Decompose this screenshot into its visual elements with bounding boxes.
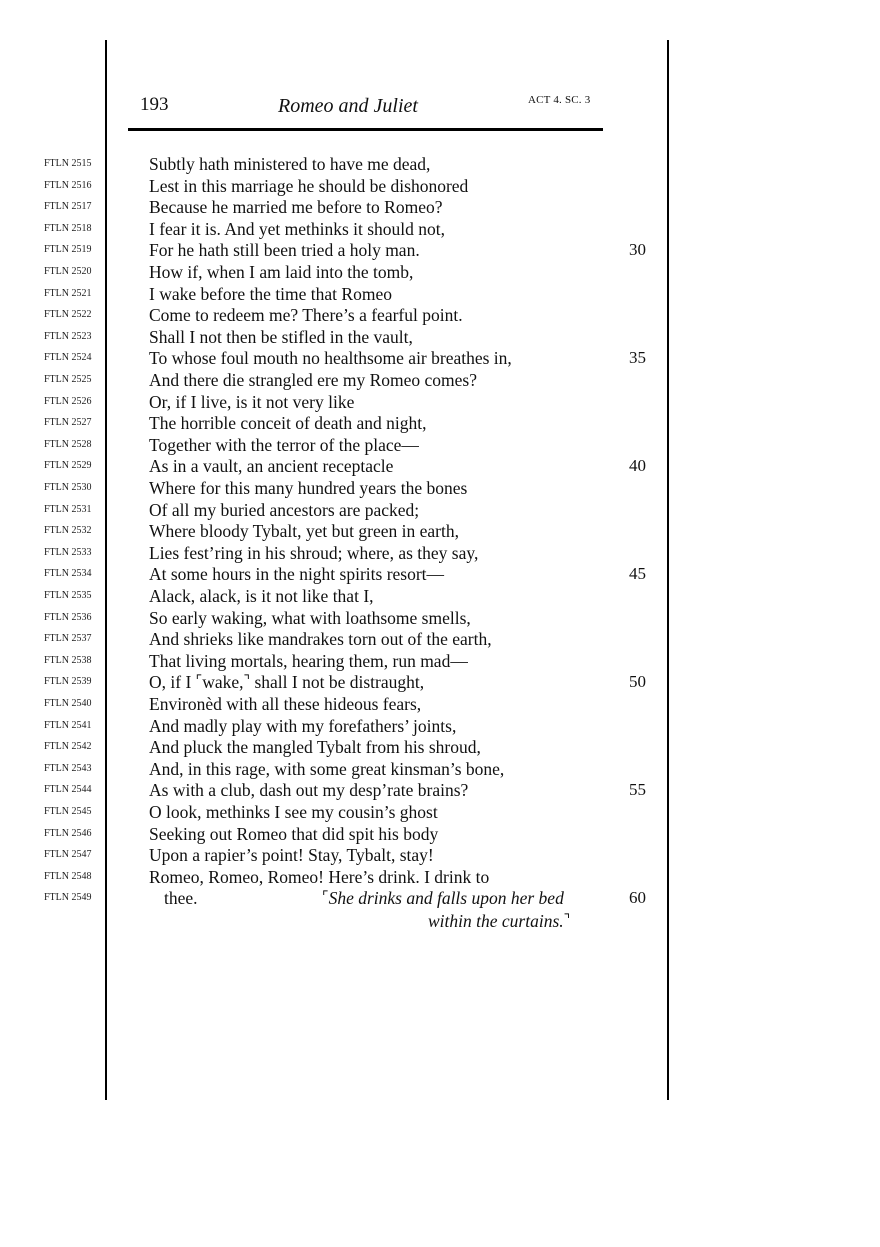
ftln-number: FTLN 2526 [44,395,92,407]
ftln-number: FTLN 2537 [44,633,92,645]
ftln-number: FTLN 2525 [44,374,92,385]
verse-text: Of all my buried ancestors are packed; [149,499,420,520]
ftln-number: FTLN 2536 [44,611,92,623]
stage-direction-line-2 [428,911,570,932]
verse-line [0,284,880,305]
verse-text: As in a vault, an ancient receptacle [149,456,394,477]
verse-line [0,651,880,672]
verse-line [0,240,880,261]
ftln-number: FTLN 2539 [44,676,92,688]
ftln-number: FTLN 2541 [44,719,92,731]
verse-text: And madly play with my forefathers’ joints, [149,715,457,736]
page-number: 193 [140,94,169,115]
verse-line [0,219,880,240]
verse-line [0,694,880,715]
verse-line [0,154,880,175]
ftln-number: FTLN 2516 [44,179,92,191]
verse-line [0,629,880,650]
verse-text-after: shall I not be distraught, [250,672,425,693]
verse-line [0,824,880,845]
verse-line [0,327,880,348]
editorial-bracket-open: ⌜ [195,674,203,690]
ftln-number: FTLN 2518 [44,222,92,234]
verse-text: Romeo, Romeo, Romeo! Here’s drink. I drink to [149,866,490,887]
editorial-bracket-close: ⌝ [243,674,251,690]
line-number: 60 [629,888,646,908]
verse-line [0,564,880,585]
line-number: 40 [629,456,646,476]
ftln-number: FTLN 2523 [44,330,92,342]
verse-text [149,672,424,693]
verse-text: Where for this many hundred years the bones [149,478,468,498]
ftln-number: FTLN 2521 [44,287,92,299]
verse-text: And there die strangled ere my Romeo comes? [149,370,478,390]
ftln-number: FTLN 2530 [44,482,92,493]
stage-bracket-open: ⌜ [322,890,329,906]
verse-line [0,262,880,283]
verse-line [0,672,880,693]
verse-text: Where bloody Tybalt, yet but green in earth, [149,521,459,542]
running-title: Romeo and Juliet [278,95,418,117]
verse-line [0,392,880,413]
verse-line [0,305,880,326]
verse-text: For he hath still been tried a holy man. [149,240,420,261]
ftln-number: FTLN 2515 [44,158,92,169]
verse-line [0,370,880,391]
verse-line [0,176,880,197]
verse-text: Come to redeem me? There’s a fearful point. [149,305,463,326]
verse-text: Seeking out Romeo that did spit his body [149,823,439,844]
verse-text: Because he married me before to Romeo? [149,197,443,218]
ftln-number: FTLN 2533 [44,546,92,558]
verse-text: And pluck the mangled Tybalt from his shroud, [149,737,481,758]
verse-text: Lies fest’ring in his shroud; where, as they say, [149,542,479,563]
ftln-number: FTLN 2528 [44,438,92,450]
verse-text: Lest in this marriage he should be dishonored [149,175,469,196]
verse-text: Subtly hath ministered to have me dead, [149,154,431,174]
verse-text: And shrieks like mandrakes torn out of the earth, [149,629,492,650]
ftln-number: FTLN 2544 [44,784,92,796]
verse-line [0,521,880,542]
stage-bracket-close: ⌝ [563,913,571,928]
verse-text: I wake before the time that Romeo [149,283,392,304]
ftln-number: FTLN 2527 [44,417,92,429]
verse-text: That living mortals, hearing them, run mad— [149,650,468,671]
verse-line [0,759,880,780]
verse-line [0,586,880,607]
ftln-number: FTLN 2540 [44,698,92,709]
verse-text: Or, if I live, is it not very like [149,391,355,412]
stage-direction-text-1: She drinks and falls upon her bed [328,888,564,909]
verse-line [0,500,880,521]
ftln-number: FTLN 2517 [44,201,92,213]
verse-line [0,737,880,758]
verse-line [0,608,880,629]
ftln-number: FTLN 2534 [44,568,92,580]
ftln-number: FTLN 2542 [44,741,92,753]
verse-text: How if, when I am laid into the tomb, [149,262,414,282]
verse-text: Together with the terror of the place— [149,434,419,455]
ftln-number: FTLN 2547 [44,849,92,861]
verse-line [0,845,880,866]
ftln-number: FTLN 2546 [44,827,92,839]
act-scene-label: ACT 4. SC. 3 [528,94,591,106]
verse-text: As with a club, dash out my desp’rate brains? [149,780,469,801]
verse-line [0,456,880,477]
ftln-number: FTLN 2522 [44,309,92,321]
ftln-number: FTLN 2532 [44,525,92,537]
verse-line [0,413,880,434]
verse-text-before: O, if I [149,672,196,693]
ftln-number: FTLN 2524 [44,352,92,364]
ftln-number: FTLN 2520 [44,266,92,277]
ftln-number: FTLN 2529 [44,460,92,472]
verse-text: O look, methinks I see my cousin’s ghost [149,802,438,822]
line-number: 45 [629,564,646,584]
line-number: 50 [629,672,646,692]
verse-text: And, in this rage, with some great kinsman’s bone, [149,758,505,779]
verse-text: To whose foul mouth no healthsome air breathes in, [149,348,512,369]
verse-line [0,348,880,369]
stage-direction-line-1 [322,888,564,909]
ftln-number: FTLN 2548 [44,870,92,882]
ftln-number: FTLN 2545 [44,806,92,817]
verse-text: I fear it is. And yet methinks it should not, [149,218,446,239]
emended-word: wake, [202,672,244,693]
verse-text: Shall I not then be stifled in the vault, [149,326,413,347]
verse-text: At some hours in the night spirits resort— [149,564,445,585]
ftln-number: FTLN 2531 [44,503,92,515]
ftln-number: FTLN 2543 [44,762,92,774]
verse-line [0,780,880,801]
line-number: 35 [629,348,646,368]
verse-line [0,478,880,499]
verse-text: Environèd with all these hideous fears, [149,694,422,714]
verse-text: thee. [164,888,198,909]
verse-text: Upon a rapier’s point! Stay, Tybalt, stay! [149,845,434,866]
verse-line [0,802,880,823]
verse-line [0,197,880,218]
ftln-number: FTLN 2549 [44,892,92,904]
verse-line [0,435,880,456]
header-rule [128,128,603,131]
verse-text: Alack, alack, is it not like that I, [149,586,374,606]
verse-text: So early waking, what with loathsome smells, [149,607,471,628]
line-number: 55 [629,780,646,800]
line-number: 30 [629,240,646,260]
ftln-number: FTLN 2538 [44,654,92,666]
ftln-number: FTLN 2535 [44,590,92,601]
verse-text: The horrible conceit of death and night, [149,413,427,434]
stage-direction-text-2: within the curtains. [428,911,564,931]
ftln-number: FTLN 2519 [44,244,92,256]
verse-line [0,716,880,737]
verse-line [0,543,880,564]
verse-line [0,867,880,888]
